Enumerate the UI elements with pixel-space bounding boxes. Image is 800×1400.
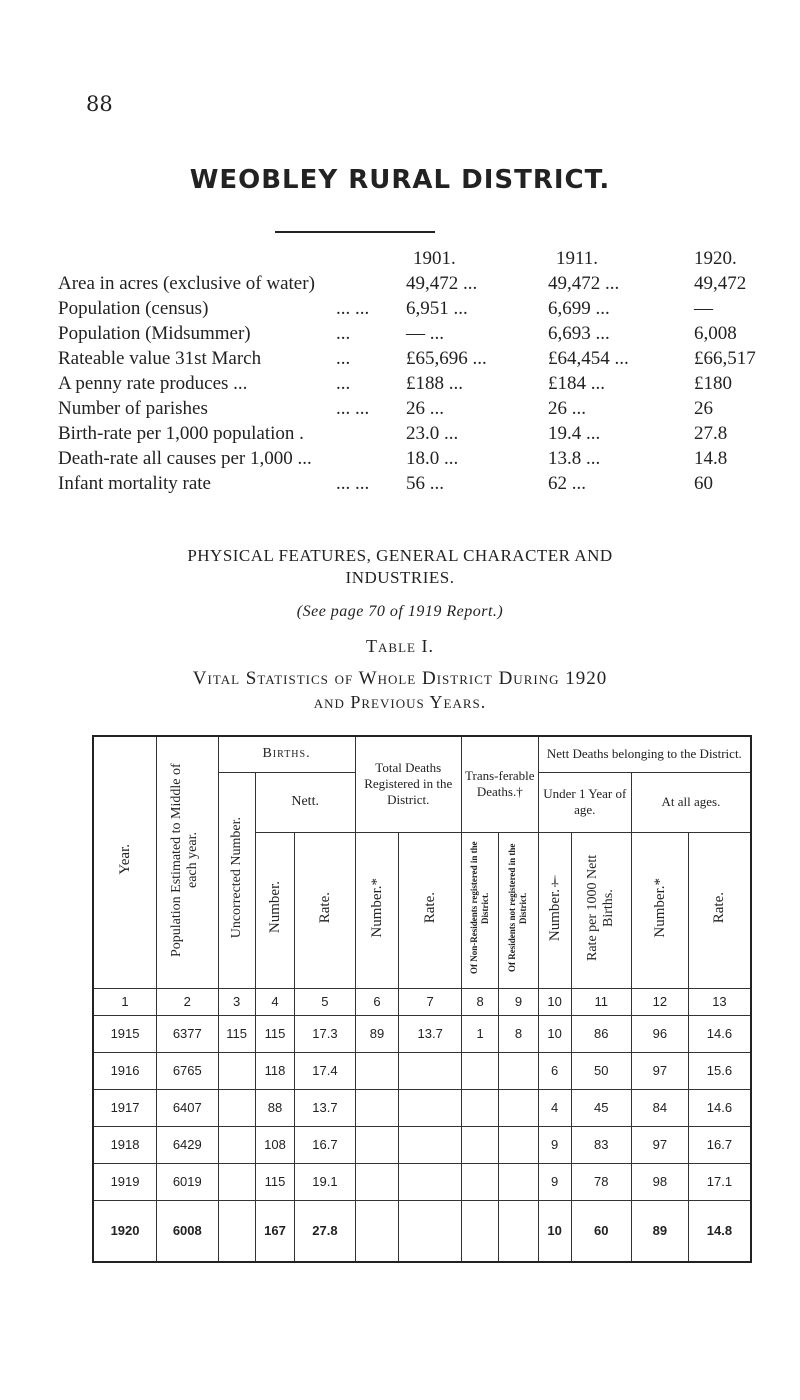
table-cell: 115: [255, 1015, 294, 1052]
table-cell: 13.7: [399, 1015, 462, 1052]
header-year: Year.: [93, 736, 157, 988]
summary-leader: ...: [336, 348, 351, 369]
column-number: 12: [631, 988, 688, 1015]
header-infant-number: Number.†: [538, 832, 571, 988]
column-number: 11: [571, 988, 631, 1015]
table-cell: 4: [538, 1089, 571, 1126]
table-row: [93, 1052, 751, 1089]
table-cell: 6429: [157, 1126, 218, 1163]
table-cell: [355, 1089, 399, 1126]
physical-heading-2: INDUSTRIES.: [345, 568, 455, 587]
table-cell: 17.4: [295, 1052, 355, 1089]
summary-value-1901: 26 ...: [406, 398, 444, 419]
table-cell: 96: [631, 1015, 688, 1052]
table-cell: [218, 1089, 255, 1126]
table-cell: [399, 1052, 462, 1089]
table-cell: 6008: [157, 1200, 218, 1262]
summary-value-1911: 13.8 ...: [548, 448, 601, 469]
summary-leader: ...: [336, 373, 351, 394]
table-cell: 6377: [157, 1015, 218, 1052]
header-allages-number: Number.*: [631, 832, 688, 988]
table-cell: 14.6: [688, 1015, 751, 1052]
table-cell: 50: [571, 1052, 631, 1089]
header-allages: At all ages.: [631, 772, 751, 832]
table-cell: 118: [255, 1052, 294, 1089]
summary-value-1901: £65,696 ...: [406, 348, 487, 369]
table-cell: 86: [571, 1015, 631, 1052]
table-cell: 14.8: [688, 1200, 751, 1262]
table-cell: 14.6: [688, 1089, 751, 1126]
summary-value-1920: 60: [694, 473, 713, 494]
table-cell: 27.8: [295, 1200, 355, 1262]
table-cell: 17.3: [295, 1015, 355, 1052]
table-cell: 78: [571, 1163, 631, 1200]
table-cell: 115: [255, 1163, 294, 1200]
table-cell: [399, 1126, 462, 1163]
column-number: 10: [538, 988, 571, 1015]
table-cell: 1: [461, 1015, 498, 1052]
year-1911: 1911.: [556, 248, 599, 269]
table-cell: 1916: [93, 1052, 157, 1089]
table-cell: 1918: [93, 1126, 157, 1163]
table-cell: 17.1: [688, 1163, 751, 1200]
table-cell: 1920: [93, 1200, 157, 1262]
summary-value-1920: 26: [694, 398, 713, 419]
table-row: [93, 1015, 751, 1052]
summary-row: [58, 373, 748, 398]
year-1920: 1920.: [694, 248, 737, 269]
summary-value-1901: 18.0 ...: [406, 448, 459, 469]
summary-row: [58, 323, 748, 348]
table-cell: [399, 1089, 462, 1126]
table-cell: [461, 1163, 498, 1200]
summary-label: Infant mortality rate: [58, 473, 211, 494]
see-note: (See page 70 of 1919 Report.): [296, 603, 504, 620]
table-cell: 9: [538, 1126, 571, 1163]
table-cell: 115: [218, 1015, 255, 1052]
summary-label: Death-rate all causes per 1,000 ...: [58, 448, 312, 469]
table-cell: 6765: [157, 1052, 218, 1089]
table-cell: 13.7: [295, 1089, 355, 1126]
table-cell: [218, 1126, 255, 1163]
summary-leader: ... ...: [336, 298, 370, 319]
table-cell: [218, 1200, 255, 1262]
table-cell: 98: [631, 1163, 688, 1200]
column-number: 1: [93, 988, 157, 1015]
table-cell: [218, 1163, 255, 1200]
column-number: 3: [218, 988, 255, 1015]
summary-value-1911: 6,693 ...: [548, 323, 610, 344]
vital-statistics-table: [92, 735, 752, 1263]
summary-label: Rateable value 31st March: [58, 348, 262, 369]
table-cell: 9: [538, 1163, 571, 1200]
table-cell: 10: [538, 1015, 571, 1052]
table-cell: [355, 1126, 399, 1163]
summary-value-1911: 49,472 ...: [548, 273, 620, 294]
summary-value-1911: £184 ...: [548, 373, 605, 394]
header-nonresidents: Of Non-Residents registered in the District.: [461, 832, 498, 988]
header-births-rate: Rate.: [295, 832, 355, 988]
page-number: 88: [86, 92, 113, 116]
table-cell: 15.6: [688, 1052, 751, 1089]
summary-label: Population (census): [58, 298, 209, 319]
physical-heading-1: PHYSICAL FEATURES, GENERAL CHARACTER AND: [187, 546, 613, 565]
table-cell: [499, 1200, 538, 1262]
table-cell: [399, 1200, 462, 1262]
summary-row: [58, 348, 756, 373]
summary-value-1920: 6,008: [694, 323, 737, 344]
summary-value-1901: 49,472 ...: [406, 273, 478, 294]
column-number-row: [93, 988, 751, 1015]
summary-value-1920: £66,517: [694, 348, 756, 369]
column-number: 2: [157, 988, 218, 1015]
table-cell: [218, 1052, 255, 1089]
summary-row: [58, 398, 748, 423]
summary-value-1901: 56 ...: [406, 473, 444, 494]
header-residents: Of Residents not registered in the District.: [499, 832, 538, 988]
table-cell: 60: [571, 1200, 631, 1262]
summary-label: Area in acres (exclusive of water): [58, 273, 315, 294]
summary-row: [58, 448, 748, 473]
table-cell: 84: [631, 1089, 688, 1126]
table-cell: [355, 1052, 399, 1089]
summary-value-1901: 23.0 ...: [406, 423, 459, 444]
table-cell: [499, 1163, 538, 1200]
table-cell: 16.7: [688, 1126, 751, 1163]
summary-value-1901: — ...: [406, 323, 444, 344]
table-cell: 1919: [93, 1163, 157, 1200]
header-allages-rate: Rate.: [688, 832, 751, 988]
header-nett-deaths: Nett Deaths belonging to the District.: [538, 736, 751, 772]
table-cell: 6407: [157, 1089, 218, 1126]
table-cell: [461, 1089, 498, 1126]
table-cell: [499, 1126, 538, 1163]
column-number: 7: [399, 988, 462, 1015]
summary-row: [58, 298, 748, 323]
table-row: [93, 1089, 751, 1126]
table-cell: [399, 1163, 462, 1200]
header-deaths-rate: Rate.: [399, 832, 462, 988]
table-cell: 88: [255, 1089, 294, 1126]
column-number: 9: [499, 988, 538, 1015]
summary-leader: ... ...: [336, 398, 370, 419]
table-cell: 6019: [157, 1163, 218, 1200]
summary-value-1911: 62 ...: [548, 473, 586, 494]
header-births: Births.: [218, 736, 355, 772]
summary-label: Birth-rate per 1,000 population .: [58, 423, 304, 444]
title-rule: [275, 231, 435, 233]
summary-value-1911: 26 ...: [548, 398, 586, 419]
header-nett: Nett.: [255, 772, 355, 832]
table-row: [93, 1126, 751, 1163]
page-title: WEOBLEY RURAL DISTRICT.: [189, 165, 611, 195]
header-transferable: Trans-ferable Deaths.†: [461, 736, 538, 832]
column-number: 13: [688, 988, 751, 1015]
summary-year-header: [58, 248, 748, 273]
table-cell: [499, 1052, 538, 1089]
summary-leader: ...: [336, 323, 351, 344]
summary-row: [58, 423, 748, 448]
summary-value-1920: 14.8: [694, 448, 728, 469]
header-uncorrected: Uncorrected Number.: [218, 772, 255, 988]
table-cell: 97: [631, 1126, 688, 1163]
table-cell: 1917: [93, 1089, 157, 1126]
table-cell: 45: [571, 1089, 631, 1126]
table-cell: 6: [538, 1052, 571, 1089]
header-population: Population Estimated to Middle of each year.: [157, 736, 218, 988]
table-cell: [355, 1200, 399, 1262]
summary-value-1901: 6,951 ...: [406, 298, 468, 319]
summary-value-1901: £188 ...: [406, 373, 463, 394]
header-total-deaths: Total Deaths Registered in the District.: [355, 736, 461, 832]
table-cell: 16.7: [295, 1126, 355, 1163]
table-cell: [461, 1126, 498, 1163]
table-cell: 1915: [93, 1015, 157, 1052]
table-caption: Table I.: [366, 636, 434, 656]
header-births-number: Number.: [255, 832, 294, 988]
summary-value-1911: 19.4 ...: [548, 423, 601, 444]
summary-value-1920: 27.8: [694, 423, 728, 444]
year-1901: 1901.: [413, 248, 456, 269]
table-cell: 108: [255, 1126, 294, 1163]
summary-leader: ... ...: [336, 473, 370, 494]
table-cell: 19.1: [295, 1163, 355, 1200]
summary-value-1920: —: [694, 298, 713, 319]
summary-value-1920: 49,472: [694, 273, 747, 294]
summary-label: Number of parishes: [58, 398, 208, 419]
table-cell: 97: [631, 1052, 688, 1089]
table-cell: 83: [571, 1126, 631, 1163]
table-cell: [461, 1200, 498, 1262]
table-cell: [355, 1163, 399, 1200]
table-cell: 89: [355, 1015, 399, 1052]
table-title-2: and Previous Years.: [313, 692, 487, 712]
table-cell: 8: [499, 1015, 538, 1052]
table-title-1: Vital Statistics of Whole District During 1920: [192, 668, 608, 689]
column-number: 6: [355, 988, 399, 1015]
table-cell: 89: [631, 1200, 688, 1262]
table-row: [93, 1200, 751, 1262]
column-number: 8: [461, 988, 498, 1015]
summary-value-1911: £64,454 ...: [548, 348, 629, 369]
table-cell: 167: [255, 1200, 294, 1262]
column-number: 4: [255, 988, 294, 1015]
summary-table: [58, 248, 756, 498]
header-under1: Under 1 Year of age.: [538, 772, 631, 832]
summary-value-1911: 6,699 ...: [548, 298, 610, 319]
header-deaths-number: Number.*: [355, 832, 399, 988]
table-cell: 10: [538, 1200, 571, 1262]
summary-row: [58, 473, 748, 498]
summary-row: [58, 273, 748, 298]
summary-label: A penny rate produces ...: [58, 373, 248, 394]
table-row: [93, 1163, 751, 1200]
summary-value-1920: £180: [694, 373, 732, 394]
summary-label: Population (Midsummer): [58, 323, 251, 344]
column-number: 5: [295, 988, 355, 1015]
header-infant-rate: Rate per 1000 Nett Births.: [571, 832, 631, 988]
table-cell: [461, 1052, 498, 1089]
table-cell: [499, 1089, 538, 1126]
